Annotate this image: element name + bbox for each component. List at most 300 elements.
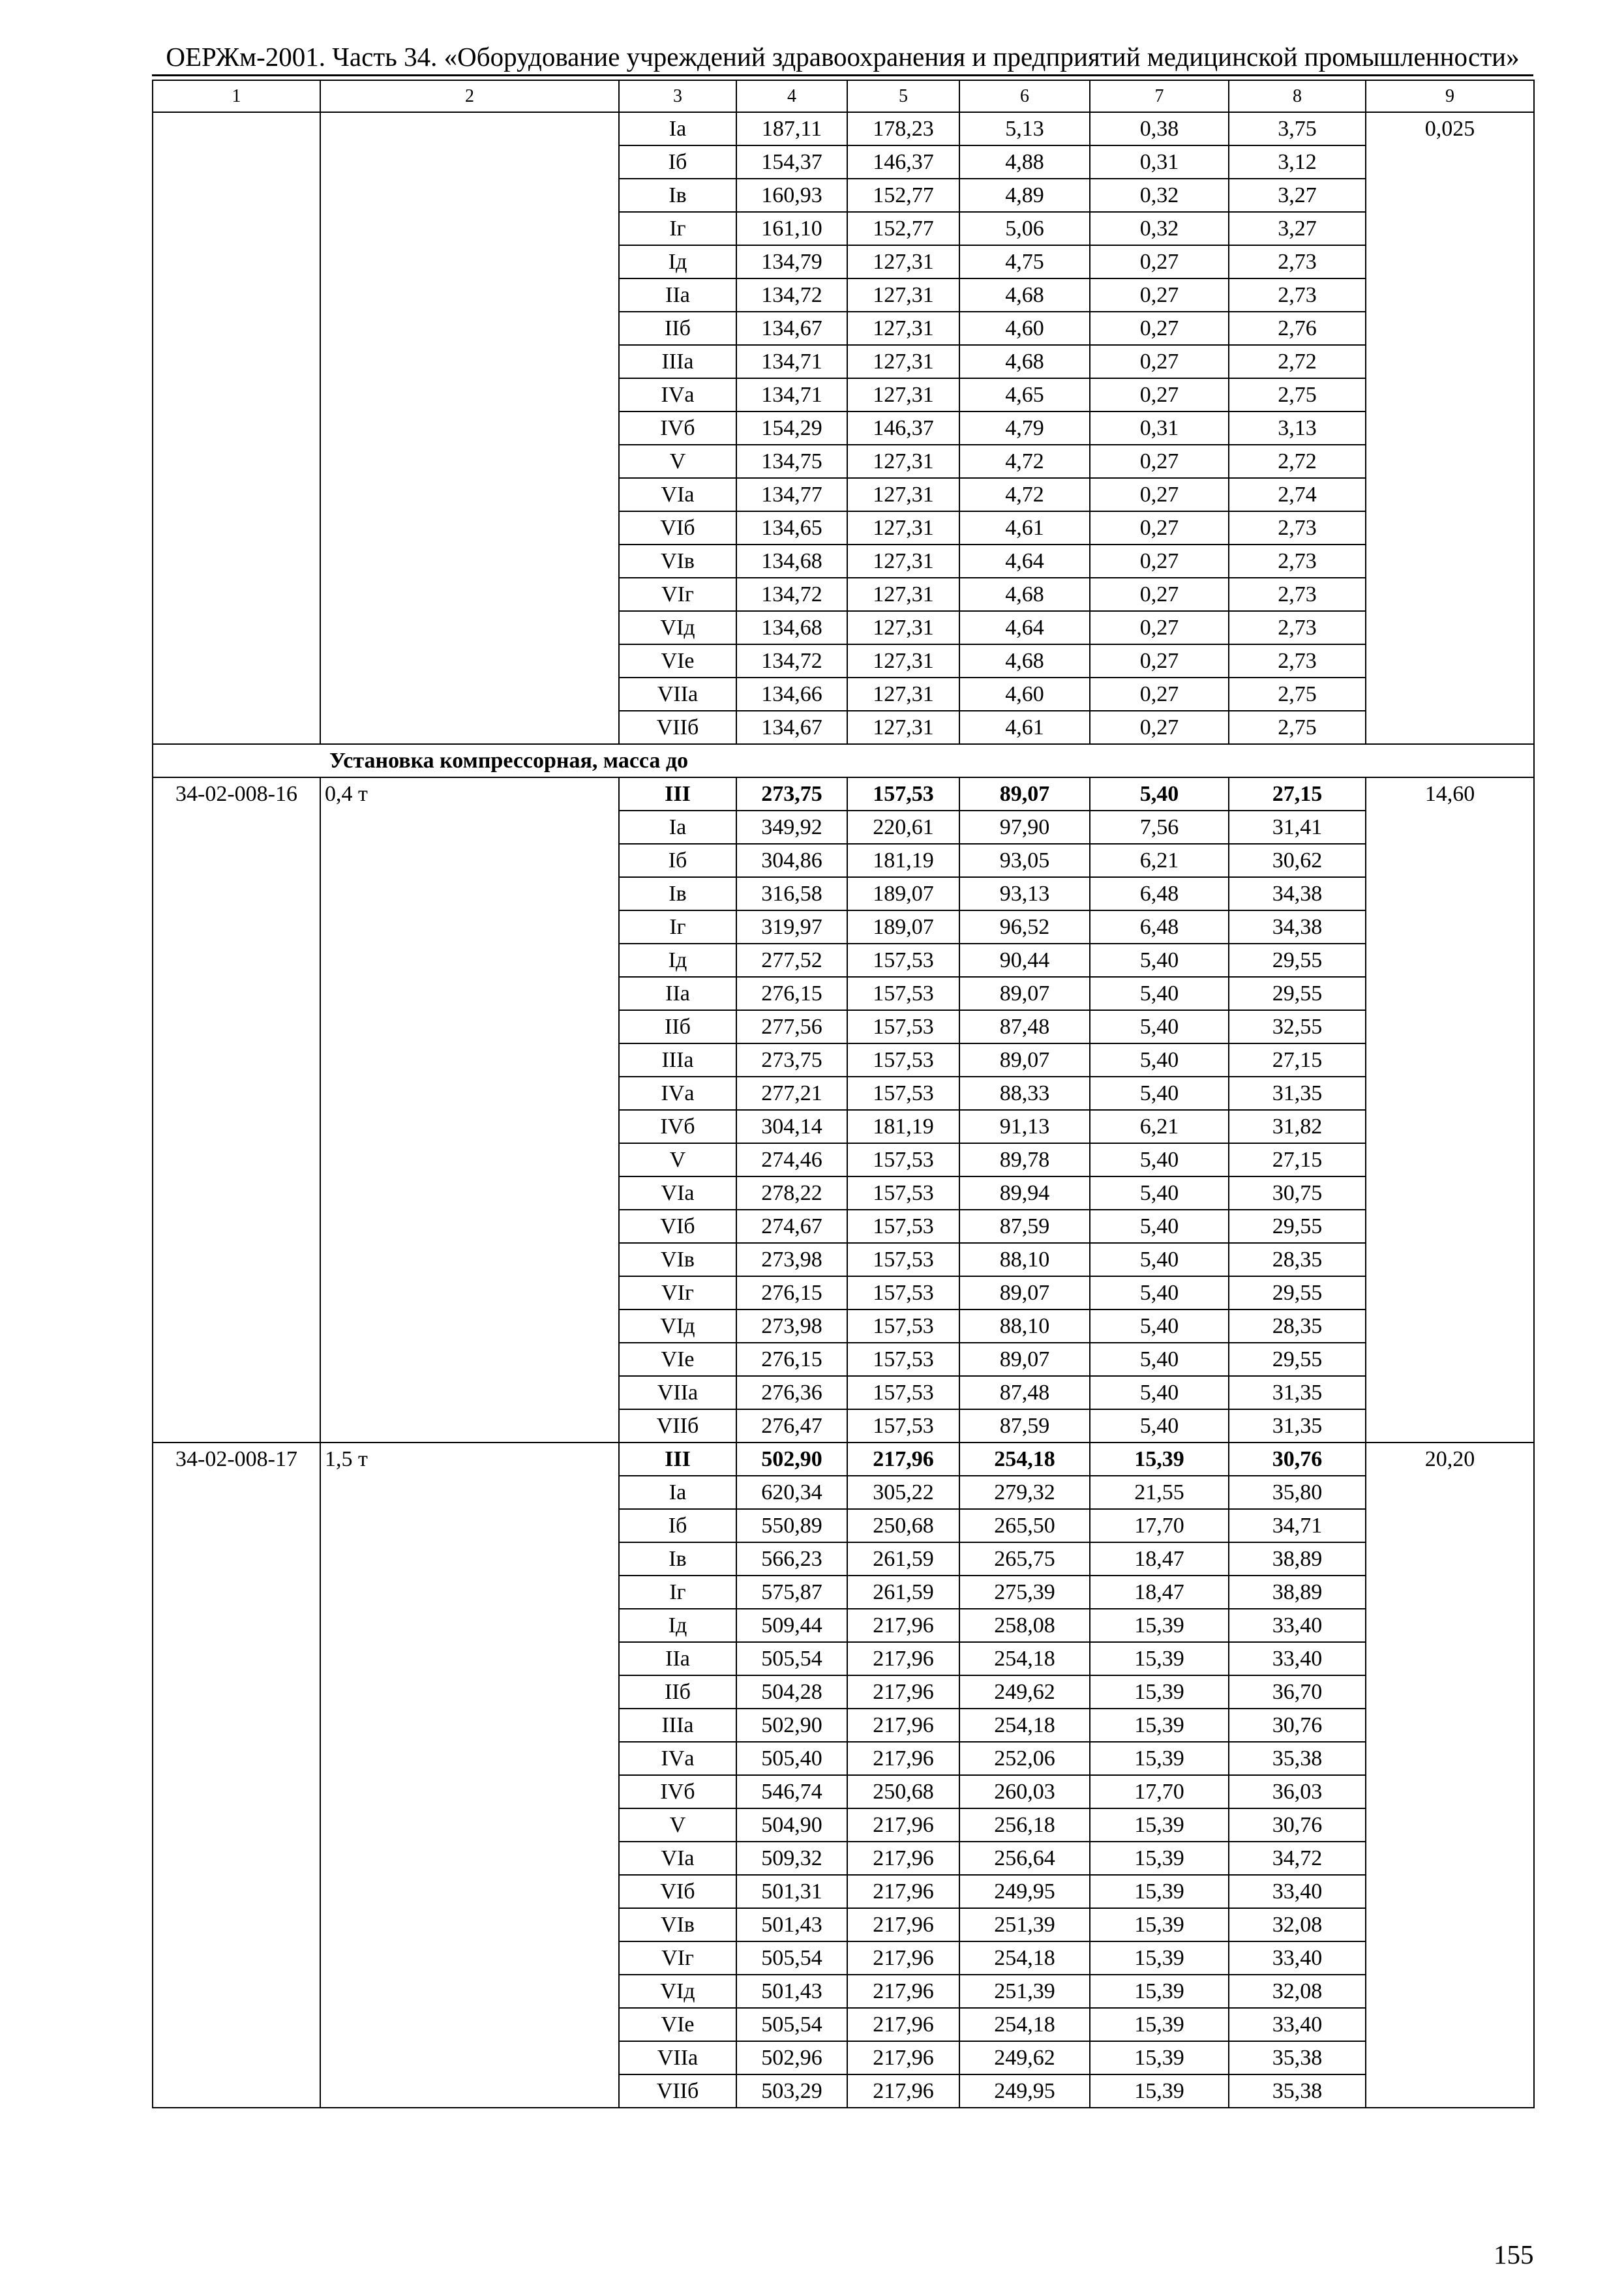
labor-norm: 20,20 <box>1366 1443 1534 2108</box>
value-cell: 127,31 <box>847 545 959 578</box>
value-cell: 134,72 <box>736 578 847 611</box>
value-cell: 157,53 <box>847 1043 959 1077</box>
value-cell: 18,47 <box>1090 1576 1229 1609</box>
value-cell: 217,96 <box>847 1709 959 1742</box>
zone-cell: VIв <box>619 1908 736 1941</box>
value-cell: 38,89 <box>1229 1576 1366 1609</box>
rate-name: 0,4 т <box>320 777 619 1443</box>
value-cell: 505,54 <box>736 1941 847 1975</box>
zone-cell: VIIа <box>619 2041 736 2074</box>
value-cell: 5,40 <box>1090 1043 1229 1077</box>
value-cell: 157,53 <box>847 1077 959 1110</box>
value-cell: 273,98 <box>736 1243 847 1276</box>
value-cell: 157,53 <box>847 1276 959 1309</box>
zone-cell: IVб <box>619 1110 736 1143</box>
value-cell: 254,18 <box>959 1941 1090 1975</box>
value-cell: 6,48 <box>1090 910 1229 944</box>
value-cell: 134,79 <box>736 245 847 278</box>
value-cell: 217,96 <box>847 2041 959 2074</box>
zone-cell: IIа <box>619 278 736 312</box>
value-cell: 157,53 <box>847 1243 959 1276</box>
zone-cell: VIе <box>619 1343 736 1376</box>
value-cell: 15,39 <box>1090 1443 1229 1476</box>
value-cell: 36,70 <box>1229 1675 1366 1709</box>
value-cell: 261,59 <box>847 1576 959 1609</box>
value-cell: 4,64 <box>959 545 1090 578</box>
value-cell: 96,52 <box>959 910 1090 944</box>
value-cell: 575,87 <box>736 1576 847 1609</box>
column-number: 8 <box>1229 80 1366 112</box>
rate-name: 1,5 т <box>320 1443 619 2108</box>
value-cell: 254,18 <box>959 1443 1090 1476</box>
zone-cell: VIе <box>619 644 736 678</box>
value-cell: 2,73 <box>1229 578 1366 611</box>
value-cell: 134,66 <box>736 678 847 711</box>
zone-cell: IIб <box>619 1675 736 1709</box>
value-cell: 3,12 <box>1229 145 1366 179</box>
value-cell: 4,61 <box>959 711 1090 744</box>
value-cell: 501,43 <box>736 1908 847 1941</box>
value-cell: 134,72 <box>736 278 847 312</box>
column-number: 2 <box>320 80 619 112</box>
value-cell: 157,53 <box>847 1010 959 1043</box>
rate-name <box>320 112 619 744</box>
zone-cell: Iг <box>619 212 736 245</box>
value-cell: 0,27 <box>1090 678 1229 711</box>
value-cell: 17,70 <box>1090 1509 1229 1542</box>
value-cell: 93,13 <box>959 877 1090 910</box>
value-cell: 6,21 <box>1090 1110 1229 1143</box>
zone-cell: V <box>619 1143 736 1176</box>
column-number: 6 <box>959 80 1090 112</box>
value-cell: 134,68 <box>736 545 847 578</box>
value-cell: 15,39 <box>1090 2008 1229 2041</box>
value-cell: 87,48 <box>959 1010 1090 1043</box>
rate-code: 34-02-008-16 <box>153 777 320 1443</box>
value-cell: 15,39 <box>1090 2041 1229 2074</box>
zone-cell: Iв <box>619 877 736 910</box>
value-cell: 31,35 <box>1229 1376 1366 1409</box>
value-cell: 31,35 <box>1229 1409 1366 1443</box>
value-cell: 152,77 <box>847 179 959 212</box>
value-cell: 33,40 <box>1229 1609 1366 1642</box>
zone-cell: Iб <box>619 145 736 179</box>
value-cell: 3,75 <box>1229 112 1366 145</box>
value-cell: 258,08 <box>959 1609 1090 1642</box>
value-cell: 0,27 <box>1090 312 1229 345</box>
value-cell: 15,39 <box>1090 1908 1229 1941</box>
value-cell: 250,68 <box>847 1775 959 1808</box>
value-cell: 15,39 <box>1090 1975 1229 2008</box>
value-cell: 2,75 <box>1229 678 1366 711</box>
value-cell: 550,89 <box>736 1509 847 1542</box>
value-cell: 4,68 <box>959 578 1090 611</box>
value-cell: 29,55 <box>1229 944 1366 977</box>
zone-cell: IVа <box>619 378 736 411</box>
value-cell: 6,48 <box>1090 877 1229 910</box>
value-cell: 2,74 <box>1229 478 1366 511</box>
value-cell: 277,52 <box>736 944 847 977</box>
zone-cell: Iд <box>619 1609 736 1642</box>
value-cell: 34,38 <box>1229 910 1366 944</box>
value-cell: 15,39 <box>1090 1941 1229 1975</box>
zone-cell: III <box>619 777 736 811</box>
value-cell: 251,39 <box>959 1908 1090 1941</box>
value-cell: 31,82 <box>1229 1110 1366 1143</box>
value-cell: 4,79 <box>959 411 1090 445</box>
rate-code <box>153 112 320 744</box>
value-cell: 304,86 <box>736 844 847 877</box>
value-cell: 273,75 <box>736 1043 847 1077</box>
value-cell: 3,27 <box>1229 212 1366 245</box>
value-cell: 27,15 <box>1229 777 1366 811</box>
value-cell: 88,33 <box>959 1077 1090 1110</box>
value-cell: 503,29 <box>736 2074 847 2108</box>
value-cell: 2,73 <box>1229 245 1366 278</box>
value-cell: 31,41 <box>1229 811 1366 844</box>
value-cell: 34,72 <box>1229 1842 1366 1875</box>
value-cell: 0,38 <box>1090 112 1229 145</box>
value-cell: 278,22 <box>736 1176 847 1210</box>
value-cell: 279,32 <box>959 1476 1090 1509</box>
value-cell: 134,65 <box>736 511 847 545</box>
zone-cell: IVа <box>619 1742 736 1775</box>
header-rule <box>152 74 1533 76</box>
value-cell: 27,15 <box>1229 1143 1366 1176</box>
value-cell: 127,31 <box>847 711 959 744</box>
value-cell: 250,68 <box>847 1509 959 1542</box>
value-cell: 160,93 <box>736 179 847 212</box>
value-cell: 88,10 <box>959 1243 1090 1276</box>
value-cell: 5,40 <box>1090 777 1229 811</box>
value-cell: 4,60 <box>959 312 1090 345</box>
value-cell: 30,76 <box>1229 1808 1366 1842</box>
value-cell: 620,34 <box>736 1476 847 1509</box>
value-cell: 127,31 <box>847 278 959 312</box>
value-cell: 217,96 <box>847 1975 959 2008</box>
value-cell: 4,72 <box>959 478 1090 511</box>
column-number: 9 <box>1366 80 1534 112</box>
value-cell: 28,35 <box>1229 1243 1366 1276</box>
value-cell: 217,96 <box>847 2074 959 2108</box>
zone-cell: Iд <box>619 944 736 977</box>
value-cell: 5,40 <box>1090 1176 1229 1210</box>
value-cell: 502,90 <box>736 1443 847 1476</box>
value-cell: 509,32 <box>736 1842 847 1875</box>
value-cell: 217,96 <box>847 1908 959 1941</box>
value-cell: 220,61 <box>847 811 959 844</box>
value-cell: 249,62 <box>959 1675 1090 1709</box>
value-cell: 275,39 <box>959 1576 1090 1609</box>
value-cell: 217,96 <box>847 1675 959 1709</box>
value-cell: 0,27 <box>1090 578 1229 611</box>
value-cell: 2,72 <box>1229 345 1366 378</box>
value-cell: 2,76 <box>1229 312 1366 345</box>
value-cell: 33,40 <box>1229 2008 1366 2041</box>
zone-cell: IVб <box>619 1775 736 1808</box>
zone-cell: V <box>619 1808 736 1842</box>
column-number: 7 <box>1090 80 1229 112</box>
zone-cell: IIIа <box>619 1043 736 1077</box>
value-cell: 276,15 <box>736 1276 847 1309</box>
table-row <box>153 112 1534 145</box>
value-cell: 274,67 <box>736 1210 847 1243</box>
value-cell: 89,07 <box>959 977 1090 1010</box>
value-cell: 134,75 <box>736 445 847 478</box>
value-cell: 501,31 <box>736 1875 847 1908</box>
value-cell: 265,75 <box>959 1542 1090 1576</box>
value-cell: 5,40 <box>1090 1309 1229 1343</box>
rates-table <box>152 80 1535 2108</box>
page-number: 155 <box>1494 2239 1534 2269</box>
zone-cell: VIа <box>619 478 736 511</box>
value-cell: 261,59 <box>847 1542 959 1576</box>
value-cell: 254,18 <box>959 2008 1090 2041</box>
value-cell: 17,70 <box>1090 1775 1229 1808</box>
value-cell: 0,27 <box>1090 545 1229 578</box>
value-cell: 505,54 <box>736 2008 847 2041</box>
value-cell: 5,40 <box>1090 1010 1229 1043</box>
value-cell: 33,40 <box>1229 1875 1366 1908</box>
value-cell: 157,53 <box>847 1376 959 1409</box>
value-cell: 127,31 <box>847 312 959 345</box>
value-cell: 181,19 <box>847 1110 959 1143</box>
value-cell: 4,68 <box>959 278 1090 312</box>
value-cell: 29,55 <box>1229 1276 1366 1309</box>
value-cell: 5,13 <box>959 112 1090 145</box>
value-cell: 217,96 <box>847 1808 959 1842</box>
value-cell: 30,76 <box>1229 1709 1366 1742</box>
value-cell: 217,96 <box>847 1842 959 1875</box>
value-cell: 4,75 <box>959 245 1090 278</box>
value-cell: 32,55 <box>1229 1010 1366 1043</box>
value-cell: 566,23 <box>736 1542 847 1576</box>
value-cell: 4,65 <box>959 378 1090 411</box>
zone-cell: Iа <box>619 112 736 145</box>
zone-cell: Iг <box>619 910 736 944</box>
value-cell: 509,44 <box>736 1609 847 1642</box>
zone-cell: VIд <box>619 1309 736 1343</box>
zone-cell: VIа <box>619 1176 736 1210</box>
value-cell: 5,40 <box>1090 1409 1229 1443</box>
value-cell: 15,39 <box>1090 1742 1229 1775</box>
value-cell: 249,62 <box>959 2041 1090 2074</box>
value-cell: 5,40 <box>1090 1343 1229 1376</box>
value-cell: 5,40 <box>1090 1077 1229 1110</box>
value-cell: 127,31 <box>847 345 959 378</box>
zone-cell: Iа <box>619 811 736 844</box>
zone-cell: Iг <box>619 1576 736 1609</box>
value-cell: 217,96 <box>847 1609 959 1642</box>
value-cell: 0,27 <box>1090 611 1229 644</box>
value-cell: 127,31 <box>847 644 959 678</box>
value-cell: 252,06 <box>959 1742 1090 1775</box>
value-cell: 0,27 <box>1090 478 1229 511</box>
labor-norm: 0,025 <box>1366 112 1534 744</box>
value-cell: 161,10 <box>736 212 847 245</box>
value-cell: 90,44 <box>959 944 1090 977</box>
value-cell: 15,39 <box>1090 1709 1229 1742</box>
value-cell: 504,28 <box>736 1675 847 1709</box>
value-cell: 0,27 <box>1090 278 1229 312</box>
value-cell: 178,23 <box>847 112 959 145</box>
value-cell: 27,15 <box>1229 1043 1366 1077</box>
value-cell: 276,47 <box>736 1409 847 1443</box>
value-cell: 34,71 <box>1229 1509 1366 1542</box>
value-cell: 5,40 <box>1090 1143 1229 1176</box>
value-cell: 29,55 <box>1229 1210 1366 1243</box>
value-cell: 254,18 <box>959 1709 1090 1742</box>
zone-cell: III <box>619 1443 736 1476</box>
value-cell: 0,32 <box>1090 179 1229 212</box>
section-title: Установка компрессорная, масса до <box>153 744 1534 777</box>
zone-cell: Iв <box>619 1542 736 1576</box>
value-cell: 276,15 <box>736 977 847 1010</box>
value-cell: 5,40 <box>1090 1376 1229 1409</box>
value-cell: 127,31 <box>847 478 959 511</box>
value-cell: 501,43 <box>736 1975 847 2008</box>
value-cell: 97,90 <box>959 811 1090 844</box>
zone-cell: VIе <box>619 2008 736 2041</box>
value-cell: 546,74 <box>736 1775 847 1808</box>
value-cell: 0,27 <box>1090 511 1229 545</box>
zone-cell: VIг <box>619 1941 736 1975</box>
section-row <box>153 744 1534 777</box>
value-cell: 33,40 <box>1229 1642 1366 1675</box>
zone-cell: IVб <box>619 411 736 445</box>
value-cell: 0,31 <box>1090 411 1229 445</box>
value-cell: 38,89 <box>1229 1542 1366 1576</box>
value-cell: 34,38 <box>1229 877 1366 910</box>
value-cell: 249,95 <box>959 1875 1090 1908</box>
value-cell: 2,75 <box>1229 711 1366 744</box>
zone-cell: VIб <box>619 1210 736 1243</box>
value-cell: 0,32 <box>1090 212 1229 245</box>
value-cell: 349,92 <box>736 811 847 844</box>
value-cell: 36,03 <box>1229 1775 1366 1808</box>
value-cell: 189,07 <box>847 877 959 910</box>
value-cell: 30,76 <box>1229 1443 1366 1476</box>
value-cell: 504,90 <box>736 1808 847 1842</box>
value-cell: 21,55 <box>1090 1476 1229 1509</box>
column-number: 4 <box>736 80 847 112</box>
value-cell: 89,94 <box>959 1176 1090 1210</box>
value-cell: 32,08 <box>1229 1908 1366 1941</box>
value-cell: 91,13 <box>959 1110 1090 1143</box>
value-cell: 5,40 <box>1090 1243 1229 1276</box>
value-cell: 127,31 <box>847 511 959 545</box>
value-cell: 134,68 <box>736 611 847 644</box>
value-cell: 32,08 <box>1229 1975 1366 2008</box>
value-cell: 29,55 <box>1229 977 1366 1010</box>
value-cell: 127,31 <box>847 611 959 644</box>
value-cell: 217,96 <box>847 1875 959 1908</box>
zone-cell: VIд <box>619 611 736 644</box>
table-row <box>153 777 1534 811</box>
value-cell: 127,31 <box>847 578 959 611</box>
zone-cell: IIIа <box>619 345 736 378</box>
value-cell: 157,53 <box>847 1176 959 1210</box>
value-cell: 316,58 <box>736 877 847 910</box>
value-cell: 5,40 <box>1090 977 1229 1010</box>
value-cell: 15,39 <box>1090 1642 1229 1675</box>
zone-cell: IIа <box>619 977 736 1010</box>
value-cell: 217,96 <box>847 1443 959 1476</box>
value-cell: 134,77 <box>736 478 847 511</box>
value-cell: 157,53 <box>847 1409 959 1443</box>
value-cell: 93,05 <box>959 844 1090 877</box>
value-cell: 157,53 <box>847 977 959 1010</box>
value-cell: 502,96 <box>736 2041 847 2074</box>
zone-cell: VIг <box>619 1276 736 1309</box>
value-cell: 134,72 <box>736 644 847 678</box>
value-cell: 89,78 <box>959 1143 1090 1176</box>
value-cell: 15,39 <box>1090 1609 1229 1642</box>
value-cell: 273,75 <box>736 777 847 811</box>
value-cell: 0,31 <box>1090 145 1229 179</box>
zone-cell: VIIа <box>619 1376 736 1409</box>
column-number: 1 <box>153 80 320 112</box>
value-cell: 31,35 <box>1229 1077 1366 1110</box>
value-cell: 4,68 <box>959 644 1090 678</box>
value-cell: 157,53 <box>847 1343 959 1376</box>
value-cell: 4,64 <box>959 611 1090 644</box>
value-cell: 2,73 <box>1229 644 1366 678</box>
value-cell: 254,18 <box>959 1642 1090 1675</box>
value-cell: 89,07 <box>959 777 1090 811</box>
column-number: 5 <box>847 80 959 112</box>
value-cell: 0,27 <box>1090 245 1229 278</box>
zone-cell: VIд <box>619 1975 736 2008</box>
value-cell: 154,29 <box>736 411 847 445</box>
value-cell: 152,77 <box>847 212 959 245</box>
zone-cell: VIб <box>619 1875 736 1908</box>
value-cell: 265,50 <box>959 1509 1090 1542</box>
value-cell: 5,06 <box>959 212 1090 245</box>
value-cell: 276,15 <box>736 1343 847 1376</box>
value-cell: 89,07 <box>959 1276 1090 1309</box>
value-cell: 505,40 <box>736 1742 847 1775</box>
value-cell: 256,64 <box>959 1842 1090 1875</box>
table-row <box>153 1443 1534 1476</box>
value-cell: 35,38 <box>1229 2041 1366 2074</box>
value-cell: 2,73 <box>1229 278 1366 312</box>
value-cell: 15,39 <box>1090 1675 1229 1709</box>
value-cell: 5,40 <box>1090 1276 1229 1309</box>
value-cell: 304,14 <box>736 1110 847 1143</box>
zone-cell: VIа <box>619 1842 736 1875</box>
zone-cell: VIб <box>619 511 736 545</box>
value-cell: 28,35 <box>1229 1309 1366 1343</box>
value-cell: 18,47 <box>1090 1542 1229 1576</box>
value-cell: 4,88 <box>959 145 1090 179</box>
zone-cell: Iв <box>619 179 736 212</box>
value-cell: 2,73 <box>1229 545 1366 578</box>
value-cell: 89,07 <box>959 1343 1090 1376</box>
value-cell: 277,56 <box>736 1010 847 1043</box>
value-cell: 154,37 <box>736 145 847 179</box>
value-cell: 3,27 <box>1229 179 1366 212</box>
value-cell: 15,39 <box>1090 1842 1229 1875</box>
value-cell: 127,31 <box>847 245 959 278</box>
value-cell: 15,39 <box>1090 2074 1229 2108</box>
value-cell: 277,21 <box>736 1077 847 1110</box>
value-cell: 305,22 <box>847 1476 959 1509</box>
labor-norm: 14,60 <box>1366 777 1534 1443</box>
value-cell: 29,55 <box>1229 1343 1366 1376</box>
value-cell: 89,07 <box>959 1043 1090 1077</box>
value-cell: 2,73 <box>1229 511 1366 545</box>
